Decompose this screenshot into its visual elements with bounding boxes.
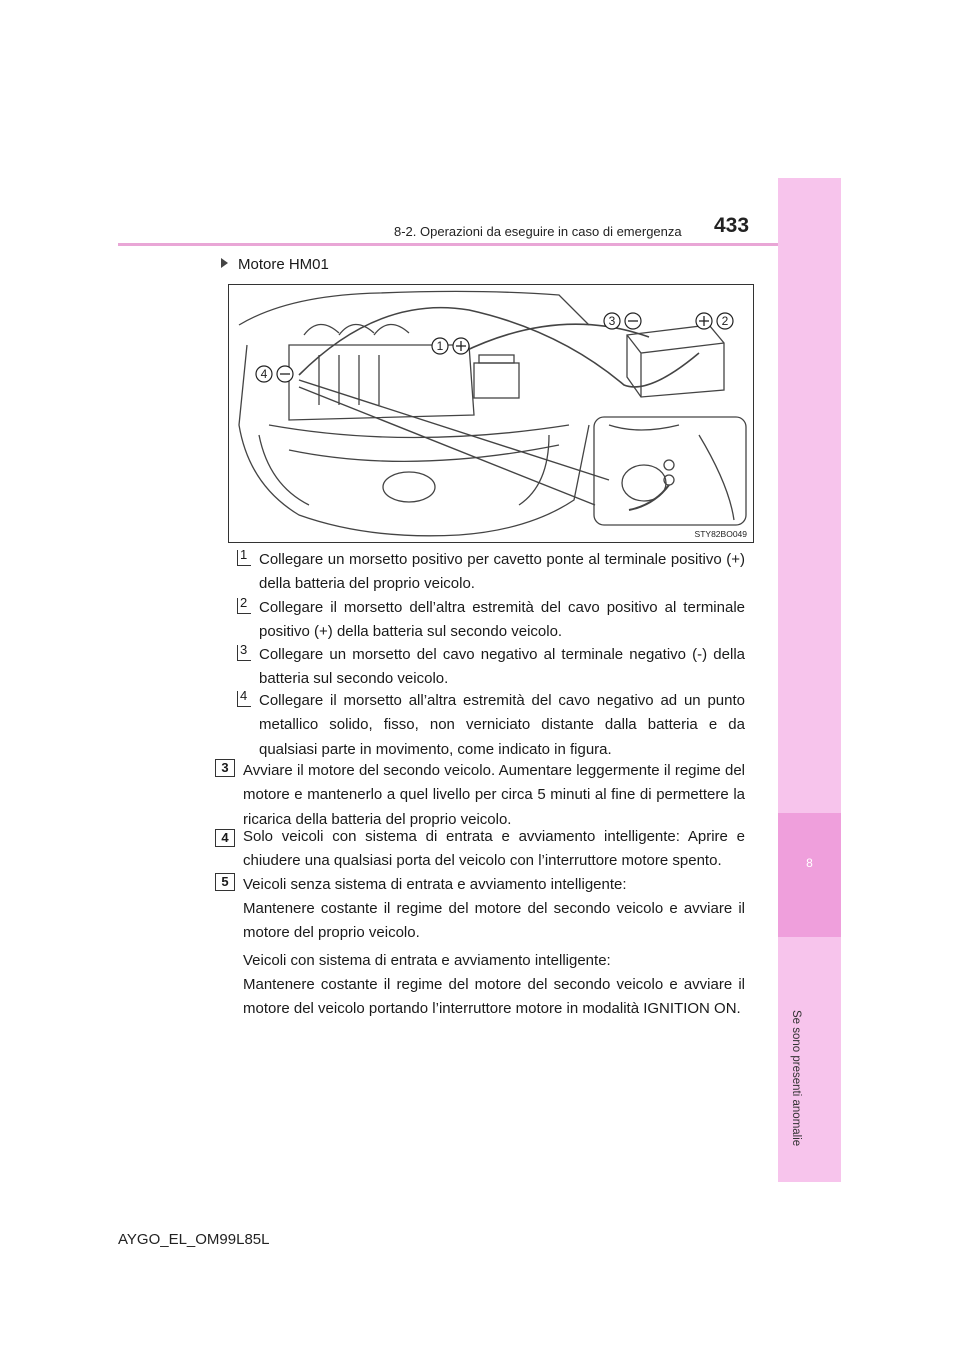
footer-document-code: AYGO_EL_OM99L85L [118, 1231, 270, 1248]
step-number-3: 3 [215, 759, 235, 777]
step-number-5: 5 [215, 873, 235, 891]
sub-step-text-2: Collegare il morsetto dell’altra estremità del cavo positivo al terminale positivo (+) della batteria sul secondo veicolo. [259, 599, 745, 641]
sub-step-number-3: 3 [237, 645, 251, 661]
callout-4: 4 [260, 367, 268, 381]
header-title: 8-2. Operazioni da eseguire in caso di emergenza [394, 224, 682, 239]
chapter-title: Se sono presenti anomalie [790, 1010, 802, 1147]
step-text-3: Avviare il motore del secondo veicolo. Aumentare leggermente il regime del motore e mantenerlo a quel livello per circa 5 minuti al fine di permettere la ricarica della batteria del proprio veicolo. [243, 762, 745, 828]
step-text-5d: Mantenere costante il regime del motore del secondo veicolo e avviare il motore del veicolo portando l’interruttore motore in modalità IGNITION ON. [243, 976, 745, 1018]
step-text-4: Solo veicoli con sistema di entrata e avviamento intelligente: Aprire e chiudere una qualsiasi porta del veicolo con l’interruttore motore spento. [243, 828, 745, 870]
step-text-5b: Mantenere costante il regime del motore del secondo veicolo e avviare il motore del proprio veicolo. [243, 900, 745, 942]
chapter-side-tab-active [778, 813, 841, 937]
sub-step-text-1: Collegare un morsetto positivo per cavetto ponte al terminale positivo (+) della batteria del proprio veicolo. [259, 551, 745, 593]
triangle-bullet-icon [221, 258, 228, 268]
step-number-4: 4 [215, 829, 235, 847]
sub-step-text-4: Collegare il morsetto all’altra estremità del cavo negativo ad un punto metallico solido, fisso, non verniciato distante dalla batteria e da qualsiasi parte in movimento, come indicato in figura. [259, 692, 745, 758]
step-text-5c: Veicoli con sistema di entrata e avviamento intelligente: [243, 952, 611, 969]
figure-code: STY82BO049 [694, 529, 747, 539]
chapter-number: 8 [806, 856, 813, 870]
sub-step-number-4: 4 [237, 691, 251, 707]
engine-illustration [229, 285, 753, 542]
page-number: 433 [714, 214, 750, 237]
callout-2: 2 [721, 314, 729, 328]
sub-step-number-1: 1 [237, 550, 251, 566]
header-divider [118, 243, 778, 246]
sub-step-text-3: Collegare un morsetto del cavo negativo al terminale negativo (-) della batteria sul secondo veicolo. [259, 646, 745, 688]
callout-1: 1 [436, 339, 444, 353]
section-heading [221, 256, 329, 273]
section-heading-text: Motore HM01 [238, 256, 329, 273]
callout-3: 3 [608, 314, 616, 328]
step-text-5a: Veicoli senza sistema di entrata e avviamento intelligente: [243, 876, 627, 893]
sub-step-number-2: 2 [237, 598, 251, 614]
engine-jump-start-figure [228, 284, 754, 543]
chapter-side-tab[interactable] [778, 178, 841, 1182]
